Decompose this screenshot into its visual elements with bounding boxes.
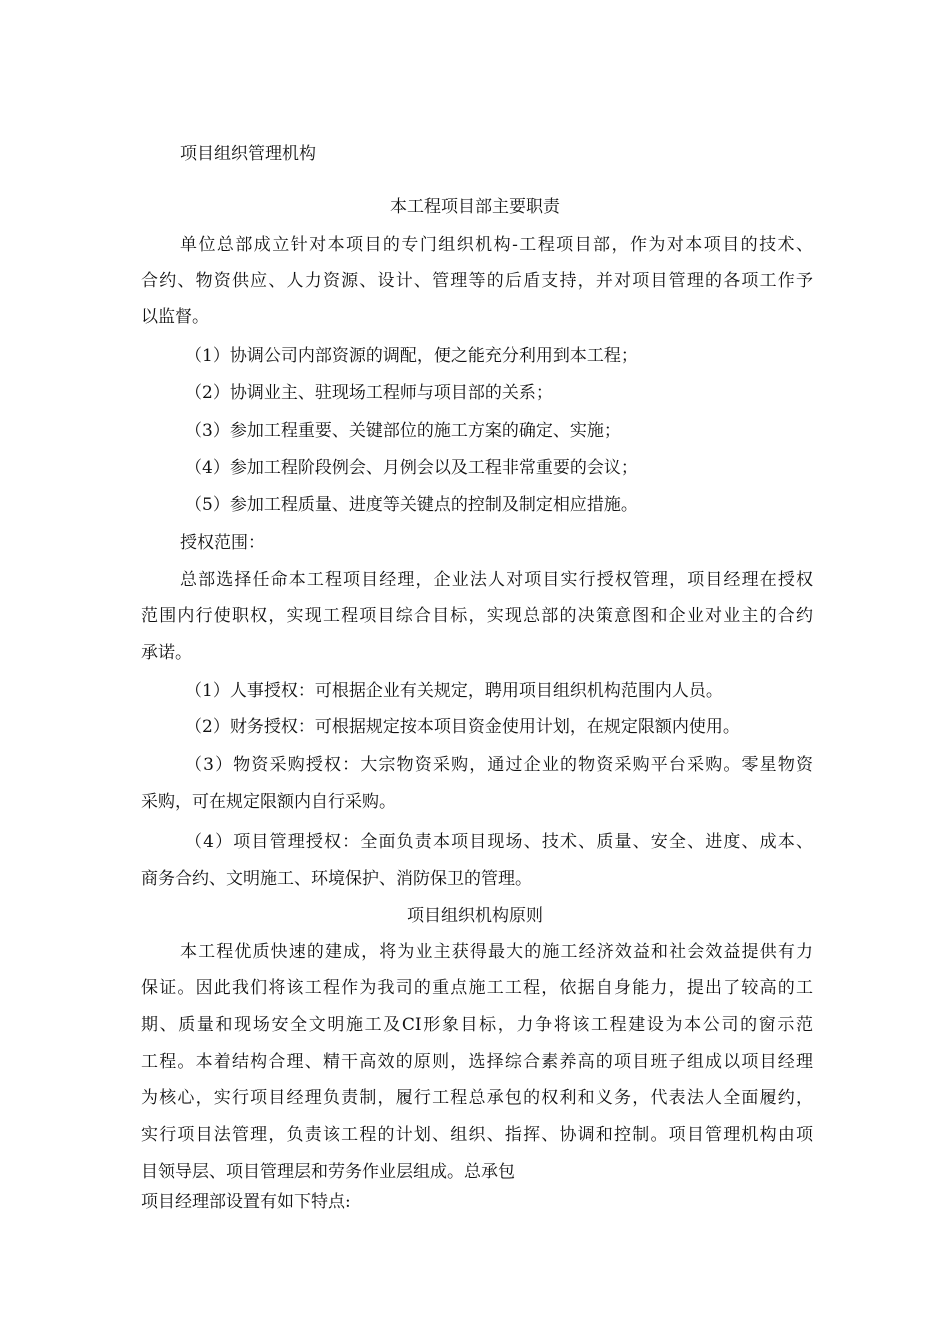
heading-duties: 本工程项目部主要职责 xyxy=(390,197,560,217)
closing-line: 项目经理部设置有如下特点: xyxy=(141,1192,351,1212)
paragraph-line: 范围内行使职权，实现工程项目综合目标，实现总部的决策意图和企业对业主的合约 xyxy=(141,606,813,626)
paragraph-line: 以监督。 xyxy=(141,307,209,327)
paragraph-line: 合约、物资供应、人力资源、设计、管理等的后盾支持，并对项目管理的各项工作予 xyxy=(141,271,813,291)
paragraph-line: 本工程优质快速的建成，将为业主获得最大的施工经济效益和社会效益提供有力 xyxy=(180,942,813,962)
duty-item: （3）参加工程重要、关键部位的施工方案的确定、实施； xyxy=(185,421,621,441)
authorization-item-cont: 采购，可在规定限额内自行采购。 xyxy=(141,792,396,812)
authorization-item: （3）物资采购授权：大宗物资采购，通过企业的物资采购平台采购。零星物资 xyxy=(185,755,813,775)
authorization-item-cont: 商务合约、文明施工、环境保护、消防保卫的管理。 xyxy=(141,869,532,889)
authorization-item: （4）项目管理授权：全面负责本项目现场、技术、质量、安全、进度、成本、 xyxy=(185,832,813,852)
duty-item: （5）参加工程质量、进度等关键点的控制及制定相应措施。 xyxy=(185,495,638,515)
paragraph-line: 为核心，实行项目经理负责制，履行工程总承包的权利和义务，代表法人全面履约， xyxy=(141,1088,813,1108)
paragraph-line: 单位总部成立针对本项目的专门组织机构-工程项目部，作为对本项目的技术、 xyxy=(180,235,813,255)
authorization-item: （2）财务授权：可根据规定按本项目资金使用计划，在规定限额内使用。 xyxy=(185,717,740,737)
paragraph-line: 承诺。 xyxy=(141,643,192,663)
heading-principles: 项目组织机构原则 xyxy=(407,906,543,926)
paragraph-line: 工程。本着结构合理、精干高效的原则，选择综合素养高的项目班子组成以项目经理 xyxy=(141,1052,813,1072)
paragraph-line: 实行项目法管理，负责该工程的计划、组织、指挥、协调和控制。项目管理机构由项 xyxy=(141,1125,813,1145)
section-title: 项目组织管理机构 xyxy=(180,144,316,164)
duty-item: （2）协调业主、驻现场工程师与项目部的关系； xyxy=(185,383,553,403)
authorization-item: （1）人事授权：可根据企业有关规定，聘用项目组织机构范围内人员。 xyxy=(185,681,723,701)
authorization-title: 授权范围： xyxy=(180,533,265,553)
duty-item: （4）参加工程阶段例会、月例会以及工程非常重要的会议； xyxy=(185,458,638,478)
paragraph-line: 目领导层、项目管理层和劳务作业层组成。总承包 xyxy=(141,1162,515,1182)
paragraph-line: 总部选择任命本工程项目经理，企业法人对项目实行授权管理，项目经理在授权 xyxy=(180,570,813,590)
paragraph-line: 期、质量和现场安全文明施工及CI形象目标，力争将该工程建设为本公司的窗示范 xyxy=(141,1015,813,1035)
paragraph-line: 保证。因此我们将该工程作为我司的重点施工工程，依据自身能力，提出了较高的工 xyxy=(141,978,813,998)
duty-item: （1）协调公司内部资源的调配，便之能充分利用到本工程； xyxy=(185,346,638,366)
